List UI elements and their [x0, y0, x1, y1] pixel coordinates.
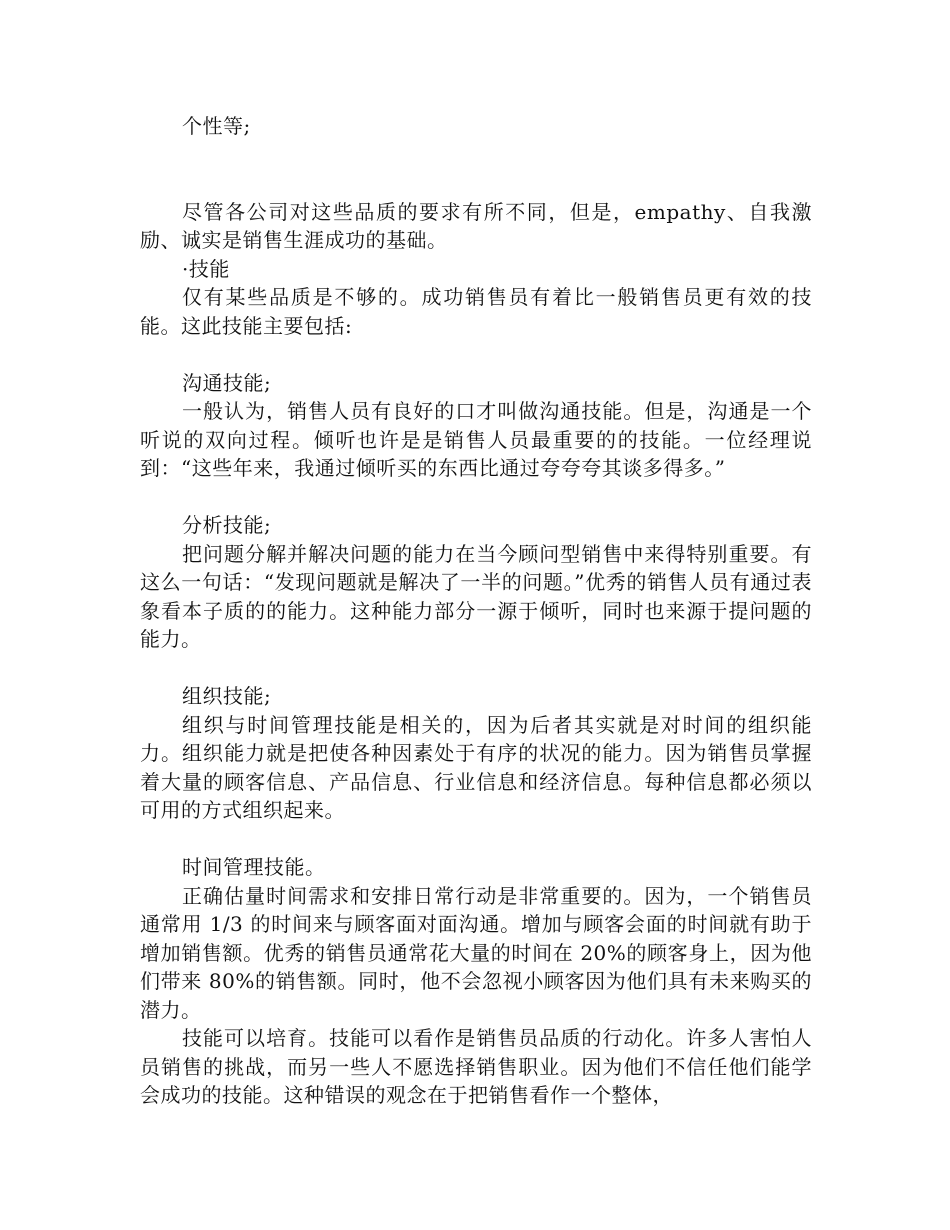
- subheading-time-management: 时间管理技能。: [182, 855, 326, 879]
- paragraph-spacer: [140, 654, 812, 683]
- paragraph-skills-trainable: 技能可以培育。技能可以看作是销售员品质的行动化。许多人害怕人员销售的挑战，而另一些人不愿选择销售职业。因为他们不信任他们能学会成功的技能。这种错误的观念在于把销售看作一个整体，: [140, 1026, 812, 1107]
- paragraph-spacer: [140, 141, 812, 198]
- subheading-communication-skills: 沟通技能;: [182, 370, 272, 395]
- paragraph-spacer: [140, 340, 812, 369]
- paragraph-communication: 一般认为，销售人员有良好的口才叫做沟通技能。但是，沟通是一个听说的双向过程。倾听也许是是销售人员最重要的的技能。一位经理说到：“这些年来，我通过倾听买的东西比通过夸夸夸其谈多得多。”: [140, 399, 812, 480]
- paragraph-analytical: 把问题分解并解决问题的能力在当今顾问型销售中来得特别重要。有这么一句话：“发现问题就是解决了一半的问题。”优秀的销售人员有通过表象看本子质的的能力。这种能力部分一源于倾听，同时也来源于提问题的能力。: [140, 541, 812, 651]
- document-body: [140, 112, 812, 1110]
- paragraph-spacer: [140, 483, 812, 512]
- subheading-organization-skills: 组织技能;: [182, 684, 272, 708]
- paragraph-skills-intro: 仅有某些品质是不够的。成功销售员有着比一般销售员更有效的技能。这此技能主要包括:: [140, 285, 812, 338]
- section-heading-skills: ·技能: [182, 256, 230, 281]
- paragraph-time-management: 正确估量时间需求和安排日常行动是非常重要的。因为，一个销售员通常用 1/3 的时间来与顾客面对面沟通。增加与顾客会面的时间就有助于增加销售额。优秀的销售员通常花大量的时间在 20%的顾客身上，因为他们带来 80%的销售额。同时，他不会忽视小顾客因为他们具有未来购买的潜力。: [140, 883, 812, 1022]
- paragraph-personality: 个性等;: [182, 114, 251, 138]
- subheading-analytical-skills: 分析技能;: [182, 513, 272, 537]
- paragraph-qualities-basis: 尽管各公司对这些品质的要求有所不同，但是，empathy、自我激励、诚实是销售生涯成功的基础。: [140, 199, 812, 252]
- paragraph-spacer: [140, 825, 812, 854]
- paragraph-organization: 组织与时间管理技能是相关的，因为后者其实就是对时间的组织能力。组织能力就是把使各种因素处于有序的状况的能力。因为销售员掌握着大量的顾客信息、产品信息、行业信息和经济信息。每种信息都必须以可用的方式组织起来。: [140, 712, 812, 822]
